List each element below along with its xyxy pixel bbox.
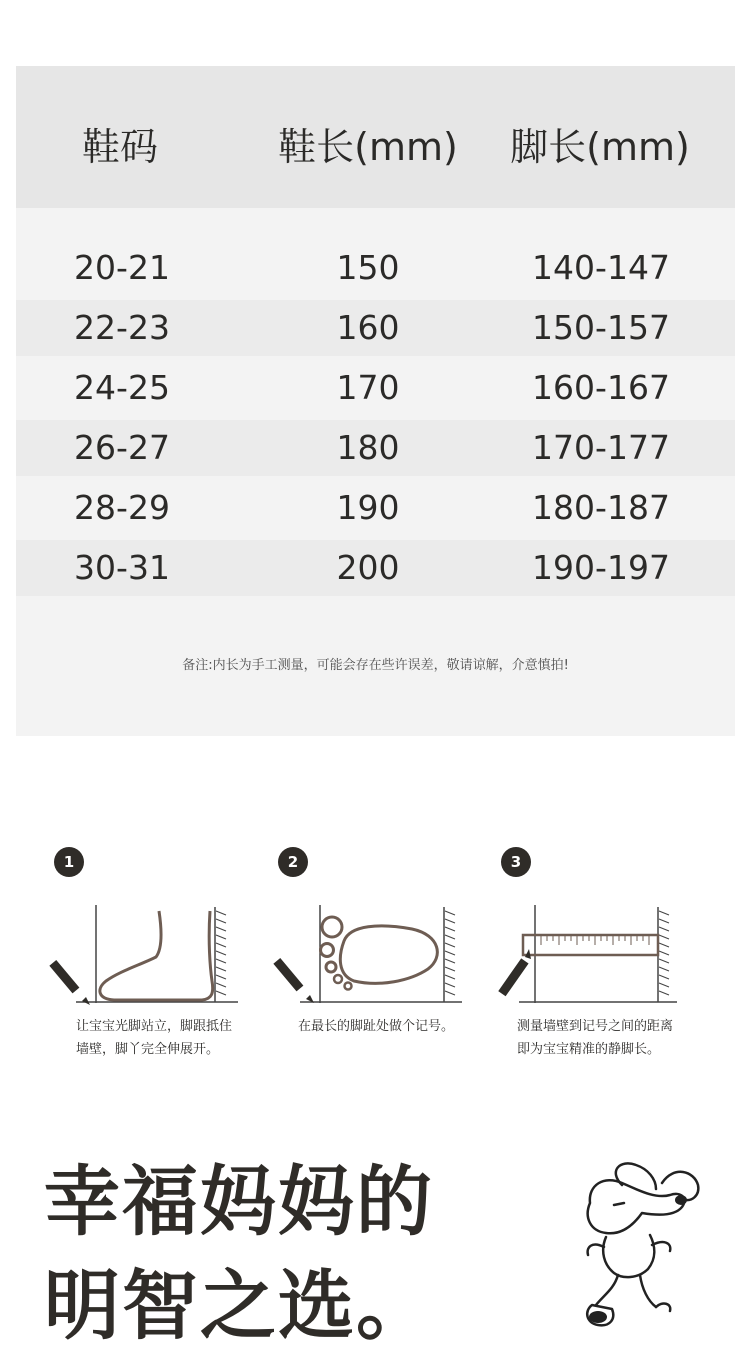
step-caption: 让宝宝光脚站立，脚跟抵住 墙壁，脚丫完全伸展开。 — [76, 1019, 233, 1057]
ruler-icon — [523, 935, 658, 955]
cell-shoe-length: 180 — [336, 428, 400, 467]
cell-shoe-length: 200 — [336, 548, 400, 587]
cell-foot-length: 180-187 — [532, 488, 670, 527]
cell-foot-length: 190-197 — [532, 548, 670, 587]
ruler-measure-illustration — [463, 901, 693, 1011]
table-header — [16, 66, 735, 208]
step-number-badge: 1 — [54, 847, 84, 877]
cell-foot-length: 140-147 — [532, 248, 670, 287]
header-shoe-size: 鞋码 — [81, 125, 159, 169]
measurement-note: 备注:内长为手工测量，可能会存在些许误差，敬请谅解，介意慎拍! — [182, 658, 569, 673]
step-3-measure-distance — [463, 845, 693, 1075]
step-caption: 在最长的脚趾处做个记号。 — [298, 1019, 455, 1034]
step-caption: 测量墙壁到记号之间的距离 即为宝宝精准的静脚长。 — [517, 1019, 674, 1057]
cell-size: 22-23 — [74, 308, 170, 347]
header-foot-length: 脚长(mm) — [510, 125, 690, 169]
step-1-stand-against-wall — [16, 845, 246, 1075]
cell-shoe-length: 160 — [336, 308, 400, 347]
header-shoe-length: 鞋长(mm) — [278, 125, 458, 169]
cell-foot-length: 170-177 — [532, 428, 670, 467]
pencil-icon — [498, 949, 531, 996]
table-row — [16, 480, 735, 536]
table-row — [16, 420, 735, 476]
cell-shoe-length: 150 — [336, 248, 400, 287]
size-chart-table — [16, 66, 735, 736]
step-2-mark-longest-toe — [240, 845, 470, 1075]
table-row — [16, 360, 735, 416]
cell-size: 20-21 — [74, 248, 170, 287]
dancing-dog-mascot-icon — [570, 1155, 720, 1335]
step-number-badge: 3 — [501, 847, 531, 877]
foot-against-wall-illustration — [16, 901, 246, 1011]
table-row — [16, 300, 735, 356]
cell-foot-length: 150-157 — [532, 308, 670, 347]
cell-shoe-length: 170 — [336, 368, 400, 407]
cell-shoe-length: 190 — [336, 488, 400, 527]
cell-size: 26-27 — [74, 428, 170, 467]
footprint-illustration — [240, 901, 470, 1011]
cell-size: 24-25 — [74, 368, 170, 407]
table-row — [16, 240, 735, 296]
pencil-icon — [273, 958, 314, 1003]
cell-size: 28-29 — [74, 488, 170, 527]
table-row — [16, 540, 735, 596]
cell-size: 30-31 — [74, 548, 170, 587]
pencil-icon — [49, 960, 90, 1005]
cell-foot-length: 160-167 — [532, 368, 670, 407]
headline-slogan: 幸福妈妈的 明智之选。 — [44, 1157, 434, 1350]
step-number-badge: 2 — [278, 847, 308, 877]
